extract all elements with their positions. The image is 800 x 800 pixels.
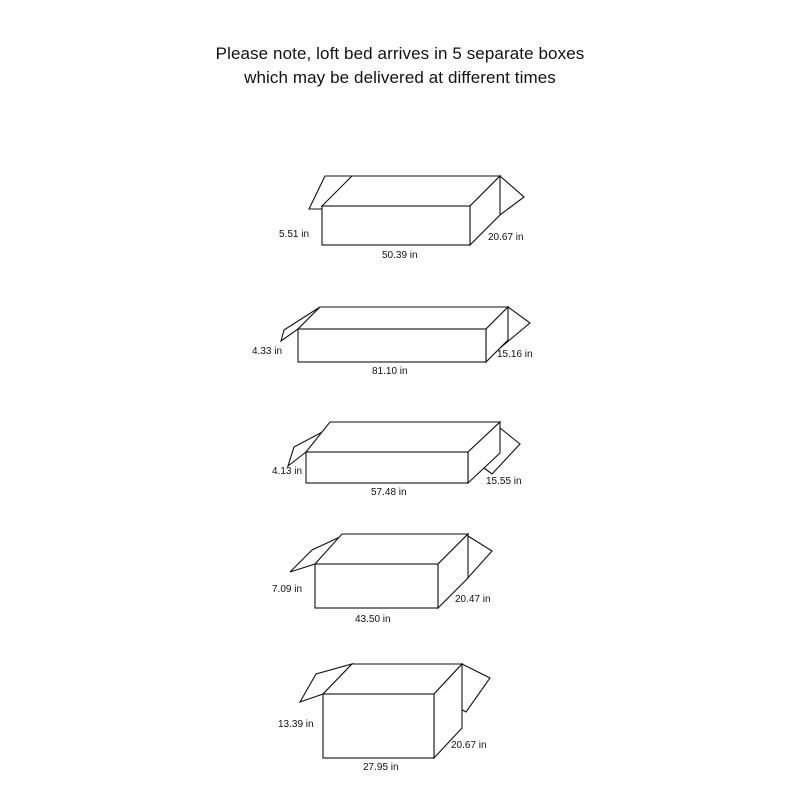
box-2-height-label: 4.33 in [252,346,283,357]
box-5 [278,664,490,773]
box-3-height-label: 4.13 in [272,466,303,477]
box-3 [272,422,522,498]
box-1 [279,176,524,261]
box-5-front-face [323,694,434,758]
box-3-top-face [306,422,500,452]
box-2-top-face [298,307,508,329]
box-2-length-label: 81.10 in [372,366,408,377]
box-4-height-label: 7.09 in [272,584,303,595]
box-2 [252,307,533,377]
box-1-top-face [322,176,500,206]
box-5-width-label: 20.67 in [451,740,487,751]
box-4-front-face [315,564,438,608]
notice-line-2: which may be delivered at different times [244,68,556,87]
box-2-front-face [298,329,486,362]
box-3-front-face [306,452,468,483]
box-3-width-label: 15.55 in [486,476,522,487]
box-1-width-label: 20.67 in [488,232,524,243]
box-5-length-label: 27.95 in [363,762,399,773]
notice-line-1: Please note, loft bed arrives in 5 separate boxes [215,44,585,63]
box-5-height-label: 13.39 in [278,719,314,730]
box-4-width-label: 20.47 in [455,594,491,605]
box-4 [272,534,492,625]
box-4-length-label: 43.50 in [355,614,391,625]
box-1-height-label: 5.51 in [279,229,310,240]
box-2-width-label: 15.16 in [497,349,533,360]
box-1-front-face [322,206,470,245]
box-1-length-label: 50.39 in [382,250,418,261]
box-3-length-label: 57.48 in [371,487,407,498]
